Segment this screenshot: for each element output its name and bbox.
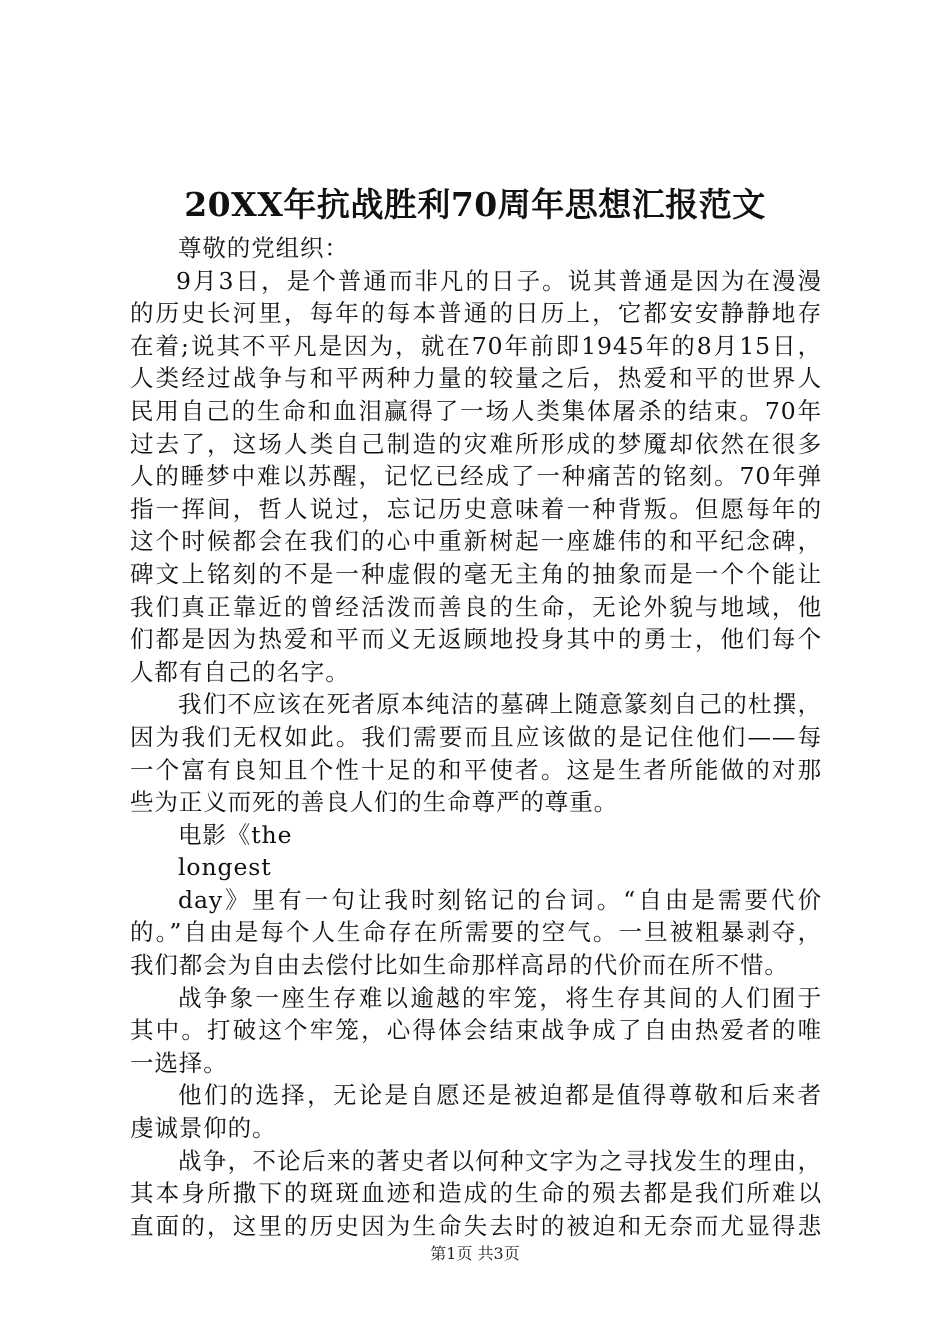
body-line: day》里有一句让我时刻铭记的台词。“自由是需要代价	[178, 885, 822, 914]
body-line: 其本身所撒下的斑斑血迹和造成的生命的殒去都是我们所难以	[130, 1179, 822, 1208]
body-line: 9月3日，是个普通而非凡的日子。说其普通是因为在漫漫	[176, 266, 822, 295]
body-line: 直面的，这里的历史因为生命失去时的被迫和无奈而尤显得悲	[130, 1211, 822, 1240]
document-body	[130, 232, 822, 1242]
document-title: 20XX年抗战胜利70周年思想汇报范文	[184, 185, 766, 224]
body-line: 我们都会为自由去偿付比如生命那样高昂的代价而在所不惜。	[130, 951, 789, 980]
body-line: 民用自己的生命和血泪赢得了一场人类集体屠杀的结束。70年	[130, 396, 822, 425]
body-line: 一个富有良知且个性十足的和平使者。这是生者所能做的对那	[130, 755, 822, 784]
body-line: 的。”自由是每个人生命存在所需要的空气。一旦被粗暴剥夺，	[130, 918, 822, 947]
body-line: 他们的选择，无论是自愿还是被迫都是值得尊敬和后来者	[178, 1081, 822, 1110]
body-line: 我们真正靠近的曾经活泼而善良的生命，无论外貌与地域，他	[130, 592, 822, 621]
page-footer: 第1页 共3页	[430, 1244, 520, 1263]
body-line: 战争，不论后来的著史者以何种文字为之寻找发生的理由，	[178, 1146, 822, 1175]
body-line: 一选择。	[130, 1048, 228, 1077]
body-line: 这个时候都会在我们的心中重新树起一座雄伟的和平纪念碑，	[130, 527, 822, 556]
body-line: 战争象一座生存难以逾越的牢笼，将生存其间的人们囿于	[178, 983, 822, 1012]
body-line: 在着;说其不平凡是因为，就在70年前即1945年的8月15日，	[130, 331, 822, 360]
body-line: 其中。打破这个牢笼，心得体会结束战争成了自由热爱者的唯	[130, 1016, 822, 1045]
body-line: 人类经过战争与和平两种力量的较量之后，热爱和平的世界人	[130, 364, 822, 393]
body-line: 因为我们无权如此。我们需要而且应该做的是记住他们——每	[130, 722, 822, 751]
body-line: 人都有自己的名字。	[130, 657, 350, 686]
body-line: 些为正义而死的善良人们的生命尊严的尊重。	[130, 788, 618, 817]
body-line: 虔诚景仰的。	[130, 1114, 277, 1143]
body-line: 我们不应该在死者原本纯洁的墓碑上随意篆刻自己的杜撰，	[178, 690, 822, 719]
body-line: 过去了，这场人类自己制造的灾难所形成的梦魇却依然在很多	[130, 429, 822, 458]
body-line: 们都是因为热爱和平而义无返顾地投身其中的勇士，他们每个	[130, 625, 822, 654]
body-line: longest	[178, 853, 272, 882]
body-line: 电影《the	[178, 820, 293, 849]
body-line: 的历史长河里，每年的每本普通的日历上，它都安安静静地存	[130, 299, 822, 328]
body-line: 碑文上铭刻的不是一种虚假的毫无主角的抽象而是一个个能让	[130, 559, 822, 588]
body-line: 指一挥间，哲人说过，忘记历史意味着一种背叛。但愿每年的	[130, 494, 822, 523]
body-line: 人的睡梦中难以苏醒，记忆已经成了一种痛苦的铭刻。70年弹	[130, 462, 822, 491]
salutation-line: 尊敬的党组织：	[178, 234, 349, 262]
